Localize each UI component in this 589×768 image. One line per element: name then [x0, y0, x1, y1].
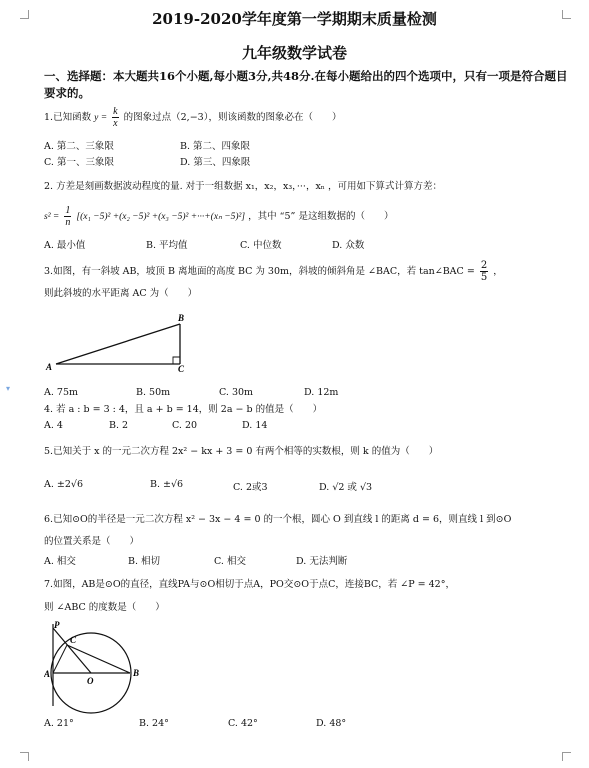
q3-line1: 3.如图，有一斜坡 AB，坡顶 B 离地面的高度 BC 为 30m，斜坡的倾斜角是 ∠BAC，若 tan∠BAC =	[44, 266, 475, 277]
q2-option-c[interactable]: C. 中位数	[240, 240, 282, 251]
q1-lhs: y =	[94, 113, 108, 123]
q3-line1-end: ，	[493, 266, 503, 277]
q3-option-d[interactable]: D. 12m	[304, 387, 339, 398]
q1-frac-den: x	[113, 118, 118, 129]
q2-formula-body: [(x₁ −5)² +(x₂ −5)² +(x₃ −5)² +···+(xₙ −5)²]	[76, 212, 246, 222]
q3-label-a: A	[46, 362, 53, 372]
question-7: 7.如图，AB是⊙O的直径，直线PA与⊙O相切于点A，PO交⊙O于点C，连接BC，若 ∠P = 42°，	[44, 579, 455, 590]
question-6: 6.已知⊙O的半径是一元二次方程 x² − 3x − 4 = 0 的一个根，圆心 O 到直线 l 的距离 d = 6，则直线 l 到⊙O	[44, 514, 512, 525]
q7-circle-figure	[44, 618, 164, 714]
q2-fraction	[64, 205, 71, 228]
q2-frac-den: n	[65, 217, 71, 228]
question-5: 5.已知关于 x 的一元二次方程 2x² − kx + 3 = 0 有两个相等的实数根，则 k 的值为（ ）	[44, 446, 439, 457]
q3-fraction	[480, 260, 488, 283]
q5-option-c[interactable]: C. 2或3	[233, 482, 268, 493]
page-corner-mark-br	[562, 752, 571, 761]
q1-fraction	[112, 106, 118, 129]
q3-frac-num: 2	[480, 260, 488, 271]
question-1	[44, 106, 341, 129]
q6-option-b[interactable]: B. 相切	[128, 556, 161, 567]
q7-label-a: A	[44, 669, 51, 679]
q4-option-c[interactable]: C. 20	[172, 420, 198, 431]
q2-frac-num: 1	[65, 205, 71, 216]
q4-option-b[interactable]: B. 2	[109, 420, 129, 431]
q7-label-o: O	[87, 676, 94, 686]
q7-option-b[interactable]: B. 24°	[139, 718, 169, 729]
q7-segment-bc	[67, 645, 130, 673]
q7-label-c: C	[70, 635, 77, 645]
question-3	[44, 260, 503, 283]
margin-marker-icon: ▾	[6, 384, 11, 393]
q3-option-c[interactable]: C. 30m	[219, 387, 254, 398]
exam-title: 2019-2020学年度第一学期期末质量检测	[152, 10, 437, 28]
q7-line2: 则 ∠ABC 的度数是（ ）	[44, 602, 165, 613]
question-4: 4. 若 a : b = 3 : 4，且 a + b = 14，则 2a − b 的值是（ ）	[44, 404, 323, 415]
q2-option-b[interactable]: B. 平均值	[146, 240, 188, 251]
q3-right-angle-mark	[173, 357, 180, 364]
q7-option-a[interactable]: A. 21°	[44, 718, 74, 729]
page-corner-mark-bl	[20, 752, 29, 761]
q5-option-b[interactable]: B. ±√6	[150, 479, 184, 490]
q3-label-c: C	[178, 364, 185, 372]
q1-option-b[interactable]: B. 第二、四象限	[180, 141, 251, 152]
q1-option-d[interactable]: D. 第三、四象限	[180, 157, 251, 168]
q2-formula-lhs: s² =	[44, 212, 60, 222]
q6-option-a[interactable]: A. 相交	[44, 556, 76, 567]
q6-line2: 的位置关系是（ ）	[44, 536, 140, 547]
q2-formula-tail: ，其中 “5” 是这组数据的（ ）	[248, 211, 394, 222]
q2-formula	[44, 205, 393, 228]
section-heading: 一、选择题：本大题共16个小题,每小题3分,共48分.在每小题给出的四个选项中，只有一项是符合题目要求的。	[44, 69, 568, 100]
q3-line2: 则此斜坡的水平距离 AC 为（ ）	[44, 288, 198, 299]
q5-option-a[interactable]: A. ±2√6	[44, 479, 84, 490]
q5-option-d[interactable]: D. √2 或 √3	[319, 482, 373, 493]
q7-option-c[interactable]: C. 42°	[228, 718, 258, 729]
q3-option-b[interactable]: B. 50m	[136, 387, 171, 398]
q6-option-c[interactable]: C. 相交	[214, 556, 246, 567]
q3-segment-ab	[56, 324, 180, 364]
q1-prefix: 1.已知函数	[44, 112, 92, 123]
q3-option-a[interactable]: A. 75m	[44, 387, 78, 398]
q7-segment-ac	[53, 645, 67, 673]
exam-subtitle: 九年级数学试卷	[241, 44, 347, 62]
q4-option-a[interactable]: A. 4	[44, 420, 63, 431]
q7-label-p: P	[54, 620, 60, 630]
q4-option-d[interactable]: D. 14	[242, 420, 268, 431]
q3-slope-figure	[44, 310, 194, 372]
q7-option-d[interactable]: D. 48°	[316, 718, 347, 729]
q1-option-a[interactable]: A. 第二、三象限	[44, 141, 114, 152]
q2-option-a[interactable]: A. 最小值	[44, 240, 86, 251]
q2-option-d[interactable]: D. 众数	[332, 240, 365, 251]
question-2: 2. 方差是刻画数据波动程度的量. 对于一组数据 x₁，x₂，x₃，···，xₙ ，可用如下算式计算方差：	[44, 181, 442, 192]
q7-label-b: B	[133, 668, 140, 678]
q3-label-b: B	[178, 313, 185, 323]
q6-option-d[interactable]: D. 无法判断	[296, 556, 348, 567]
q1-suffix: 的图象过点（2,−3），则该函数的图象必在（ ）	[123, 112, 342, 123]
q1-frac-num: k	[113, 106, 118, 117]
q1-option-c[interactable]: C. 第一、三象限	[44, 157, 114, 168]
q3-frac-den: 5	[480, 272, 488, 283]
